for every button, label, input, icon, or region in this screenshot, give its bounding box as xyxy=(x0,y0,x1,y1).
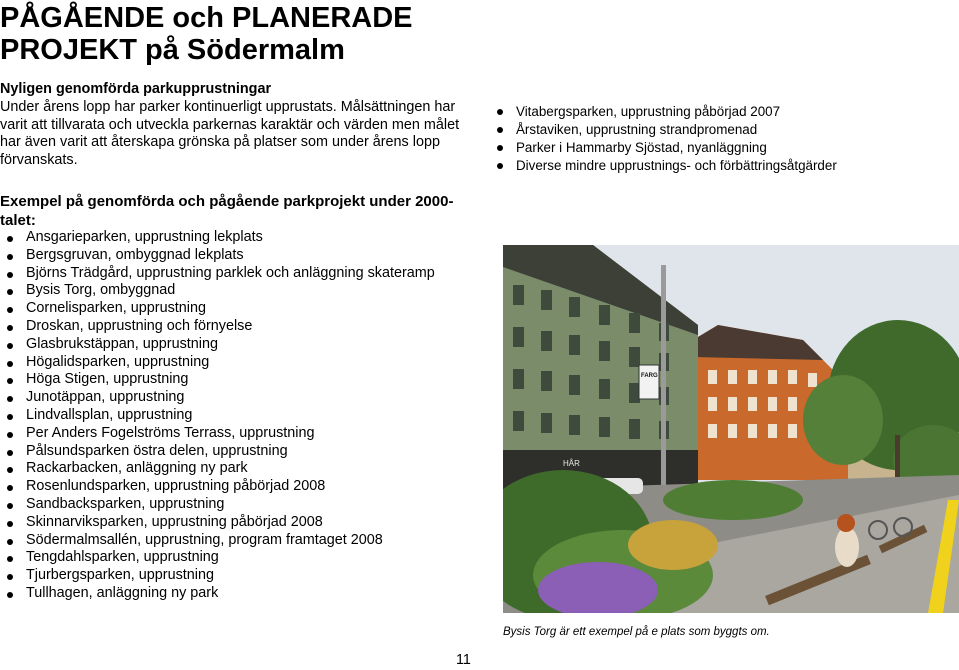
list-item: Lindvallsplan, upprustning xyxy=(2,407,442,425)
list-item: Årstaviken, upprustning strandpromenad xyxy=(492,121,952,139)
list-item: Tengdahlsparken, upprustning xyxy=(2,549,442,567)
list-item: Rackarbacken, anläggning ny park xyxy=(2,460,442,478)
list-item: Sandbacksparken, upprustning xyxy=(2,496,442,514)
list-item: Glasbrukstäppan, upprustning xyxy=(2,336,442,354)
list-item: Höga Stigen, upprustning xyxy=(2,371,442,389)
page-title xyxy=(0,2,413,66)
intro-section xyxy=(0,81,470,170)
list-item: Södermalmsallén, upprustning, program framtaget 2008 xyxy=(2,532,442,550)
intro-subheading: Nyligen genomförda parkupprustningar xyxy=(0,81,272,97)
title-line-1: PÅGÅENDE och PLANERADE xyxy=(0,2,413,34)
intro-paragraph: Under årens lopp har parker kontinuerligt upprustats. Målsättningen har varit att tillvarata och utveckla parkernas karaktär och värden men målet har även varit att återskapa grönska på platser som under årens lopp förvanskats. xyxy=(0,98,460,169)
list-item: Ansgarieparken, upprustning lekplats xyxy=(2,229,442,247)
list-item: Rosenlundsparken, upprustning påbörjad 2008 xyxy=(2,478,442,496)
banner-sign: FARG xyxy=(641,373,658,379)
page-number: 11 xyxy=(456,652,471,668)
list-item: Cornelisparken, upprustning xyxy=(2,300,442,318)
list-item: Bysis Torg, ombyggnad xyxy=(2,282,442,300)
list-item: Droskan, upprustning och förnyelse xyxy=(2,318,442,336)
other-projects-list xyxy=(492,103,952,175)
shop-sign: HÅR xyxy=(563,459,580,468)
projects-list xyxy=(2,229,442,603)
list-item: Tullhagen, anläggning ny park xyxy=(2,585,442,603)
list-item: Junotäppan, upprustning xyxy=(2,389,442,407)
list-item: Pålsundsparken östra delen, upprustning xyxy=(2,443,442,461)
list-item: Bergsgruvan, ombyggnad lekplats xyxy=(2,247,442,265)
examples-heading: Exempel på genomförda och pågående parkprojekt under 2000-talet: xyxy=(0,193,454,229)
photo-caption: Bysis Torg är ett exempel på e plats som byggts om. xyxy=(503,626,770,638)
list-item: Vitabergsparken, upprustning påbörjad 2007 xyxy=(492,103,952,121)
list-item: Per Anders Fogelströms Terrass, upprustning xyxy=(2,425,442,443)
list-item: Diverse mindre upprustnings- och förbättringsåtgärder xyxy=(492,157,952,175)
list-item: Parker i Hammarby Sjöstad, nyanläggning xyxy=(492,139,952,157)
bysis-torg-photo xyxy=(503,245,959,613)
list-item: Skinnarviksparken, upprustning påbörjad 2008 xyxy=(2,514,442,532)
list-item: Björns Trädgård, upprustning parklek och anläggning skateramp xyxy=(2,265,442,283)
list-item: Högalidsparken, upprustning xyxy=(2,354,442,372)
list-item: Tjurbergsparken, upprustning xyxy=(2,567,442,585)
title-line-2: PROJEKT på Södermalm xyxy=(0,34,345,66)
